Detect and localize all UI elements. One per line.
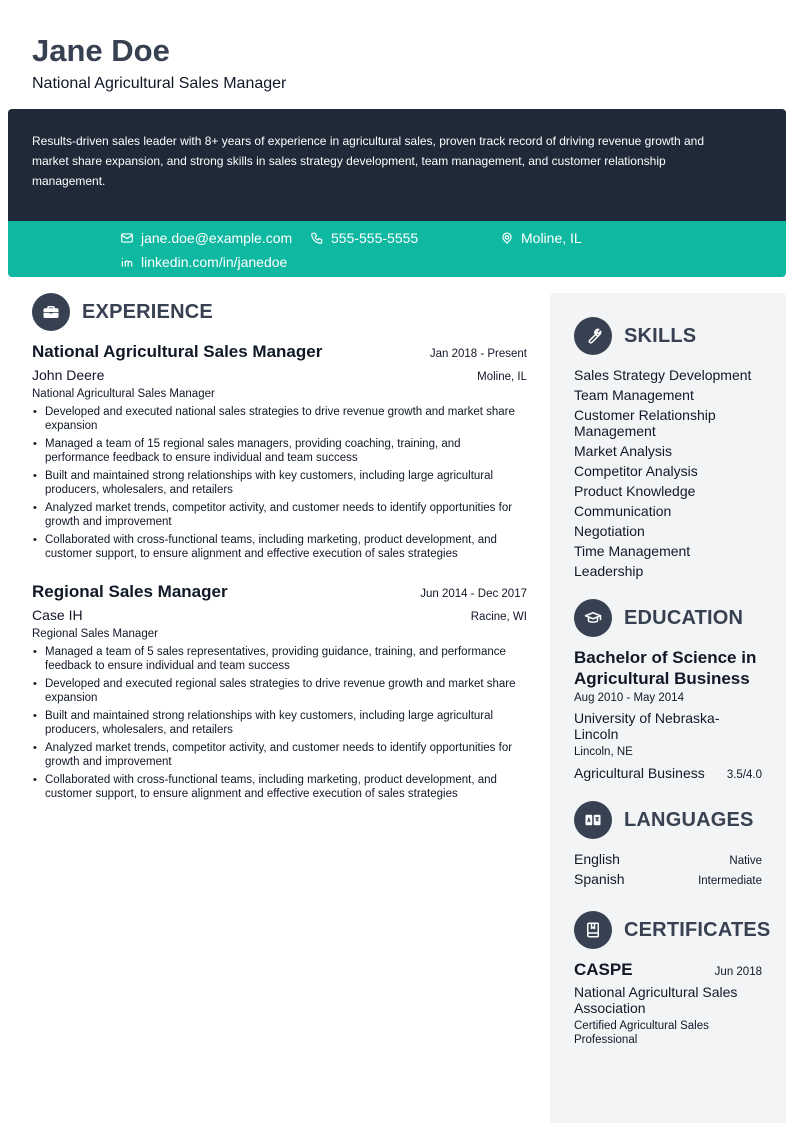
languages-heading xyxy=(574,801,762,839)
skill-item: Communication xyxy=(574,503,672,519)
education-section xyxy=(574,599,762,781)
job-location: Racine, WI xyxy=(470,611,527,623)
job-bullets xyxy=(32,405,527,561)
location-text: Moline, IL xyxy=(521,230,582,246)
linkedin-icon xyxy=(120,255,134,269)
linkedin-link[interactable] xyxy=(120,253,287,271)
language-level: Native xyxy=(729,855,762,867)
education-field-row xyxy=(574,765,762,781)
field-of-study: Agricultural Business xyxy=(574,765,705,781)
phone-icon xyxy=(310,231,324,245)
skills-list xyxy=(574,365,762,581)
job-subtitle: Regional Sales Manager xyxy=(32,628,158,640)
job-entry xyxy=(32,581,527,801)
bullet-item: • Managed a team of 15 regional sales managers, providing coaching, training, and performance feedback to ensure individual and team success xyxy=(32,437,527,465)
bullet-item: • Collaborated with cross-functional teams, including marketing, product development, and customer support, to ensure alignment and effective execution of sales strategies xyxy=(32,533,527,561)
education-dates: Aug 2010 - May 2014 xyxy=(574,692,684,704)
skill-item: Team Management xyxy=(574,387,694,403)
skill-item: Sales Strategy Development xyxy=(574,367,752,383)
languages-title: LANGUAGES xyxy=(624,808,754,831)
experience-heading xyxy=(32,293,527,331)
experience-section xyxy=(32,293,527,805)
company-name: John Deere xyxy=(32,367,105,383)
gpa: 3.5/4.0 xyxy=(726,769,762,781)
certificates-title: CERTIFICATES xyxy=(624,918,771,941)
briefcase-icon xyxy=(32,293,70,331)
wrench-icon xyxy=(574,317,612,355)
language-name: Spanish xyxy=(574,871,625,887)
skill-item: Product Knowledge xyxy=(574,483,696,499)
language-name: English xyxy=(574,851,620,867)
job-date: Jun 2014 - Dec 2017 xyxy=(420,588,527,600)
job-title: National Agricultural Sales Manager xyxy=(32,342,323,361)
bullet-item: • Developed and executed national sales strategies to drive revenue growth and market share expansion xyxy=(32,405,527,433)
degree: Bachelor of Science in Agricultural Business xyxy=(574,648,757,688)
certificate-name: CASPE xyxy=(574,960,633,979)
candidate-title: National Agricultural Sales Manager xyxy=(32,75,287,92)
certificate-description: Certified Agricultural Sales Professional xyxy=(574,1020,709,1046)
education-title: EDUCATION xyxy=(624,606,744,629)
book-bookmark-icon xyxy=(574,911,612,949)
contact-band xyxy=(8,221,786,277)
education-heading xyxy=(574,599,762,637)
bullet-item: • Built and maintained strong relationships with key customers, including large agricultural producers, wholesalers, and retailers xyxy=(32,469,527,497)
skill-item: Market Analysis xyxy=(574,443,673,459)
bullet-item: • Developed and executed regional sales strategies to drive revenue growth and market share expansion xyxy=(32,677,527,705)
skill-item: Time Management xyxy=(574,543,691,559)
certificates-heading xyxy=(574,911,771,949)
school-name: University of Nebraska-Lincoln xyxy=(574,710,720,742)
language-level: Intermediate xyxy=(698,875,762,887)
summary-text: Results-driven sales leader with 8+ years of experience in agricultural sales, proven track record of driving revenue growth and market share expansion, and strong skills in sales strategy development, team management, and customer relationship management. xyxy=(32,134,705,188)
linkedin-text: linkedin.com/in/janedoe xyxy=(141,254,288,270)
map-pin-icon xyxy=(500,231,514,245)
job-subtitle: National Agricultural Sales Manager xyxy=(32,388,215,400)
job-bullets xyxy=(32,645,527,801)
graduation-cap-icon xyxy=(574,599,612,637)
summary-band xyxy=(8,109,786,221)
experience-title: EXPERIENCE xyxy=(82,300,213,323)
certificate-date: Jun 2018 xyxy=(714,966,762,978)
skills-title: SKILLS xyxy=(624,324,697,347)
language-row xyxy=(574,869,762,889)
candidate-name: Jane Doe xyxy=(32,33,170,68)
languages-list xyxy=(574,849,762,889)
job-title: Regional Sales Manager xyxy=(32,582,228,601)
phone-link[interactable] xyxy=(310,229,418,247)
skill-item: Leadership xyxy=(574,563,644,579)
school-location: Lincoln, NE xyxy=(574,746,633,758)
skills-section xyxy=(574,317,762,581)
company-name: Case IH xyxy=(32,607,83,623)
job-date: Jan 2018 - Present xyxy=(429,348,527,360)
email-link[interactable] xyxy=(120,229,292,247)
language-row xyxy=(574,849,762,869)
bullet-item: • Analyzed market trends, competitor activity, and customer needs to identify opportunities for growth and improvement xyxy=(32,741,527,769)
bullet-item: • Analyzed market trends, competitor activity, and customer needs to identify opportunities for growth and improvement xyxy=(32,501,527,529)
header xyxy=(32,32,732,94)
sidebar xyxy=(550,293,786,1123)
bullet-item: • Built and maintained strong relationships with key customers, including large agricultural producers, wholesalers, and retailers xyxy=(32,709,527,737)
certificates-section xyxy=(574,911,771,1047)
skills-heading xyxy=(574,317,762,355)
location xyxy=(500,229,582,247)
translate-icon xyxy=(574,801,612,839)
skill-item: Competitor Analysis xyxy=(574,463,698,479)
certificate-issuer: National Agricultural Sales Association xyxy=(574,984,738,1016)
mail-icon xyxy=(120,231,134,245)
certificate-row xyxy=(574,959,762,981)
skill-item: Customer Relationship Management xyxy=(574,407,716,439)
bullet-item: • Collaborated with cross-functional teams, including marketing, product development, and customer support, to ensure alignment and effective execution of sales strategies xyxy=(32,773,527,801)
phone-text: 555-555-5555 xyxy=(331,230,419,246)
languages-section xyxy=(574,801,762,889)
email-text: jane.doe@example.com xyxy=(141,230,293,246)
job-entry xyxy=(32,341,527,561)
skill-item: Negotiation xyxy=(574,523,645,539)
bullet-item: • Managed a team of 5 sales representatives, providing guidance, training, and performance feedback to ensure individual and team success xyxy=(32,645,527,673)
job-location: Moline, IL xyxy=(477,371,527,383)
